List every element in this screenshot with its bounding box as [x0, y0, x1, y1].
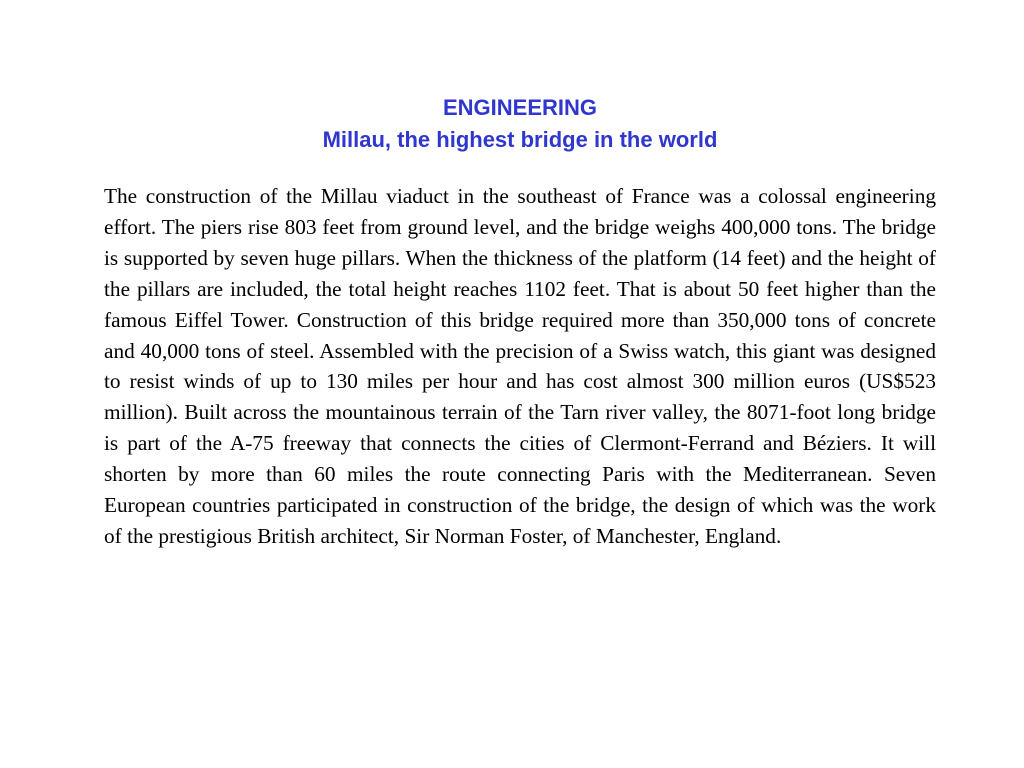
body-paragraph: The construction of the Millau viaduct in the southeast of France was a colossal engineering effort. The piers rise 803 feet from ground level, and the bridge weighs 400,000 tons. The bridge is supported by seven huge pillars. When the thickness of the platform (14 feet) and the height of the pillars are included, the total height reaches 1102 feet. That is about 50 feet higher than the famous Eiffel Tower. Construction of this bridge required more than 350,000 tons of concrete and 40,000 tons of steel. Assembled with the precision of a Swiss watch, this giant was designed to resist winds of up to 130 miles per hour and has cost almost 300 million euros (US$523 million). Built across the mountainous terrain of the Tarn river valley, the 8071-foot long bridge is part of the A-75 freeway that connects the cities of Clermont-Ferrand and Béziers. It will shorten by more than 60 miles the route connecting Paris with the Mediterranean. Seven European countries participated in construction of the bridge, the design of which was the work of the prestigious British architect, Sir Norman Foster, of Manchester, England. [104, 184, 936, 548]
heading: ENGINEERING [442, 95, 598, 120]
subheading: Millau, the highest bridge in the world [322, 127, 718, 152]
title-block [0, 92, 1024, 156]
